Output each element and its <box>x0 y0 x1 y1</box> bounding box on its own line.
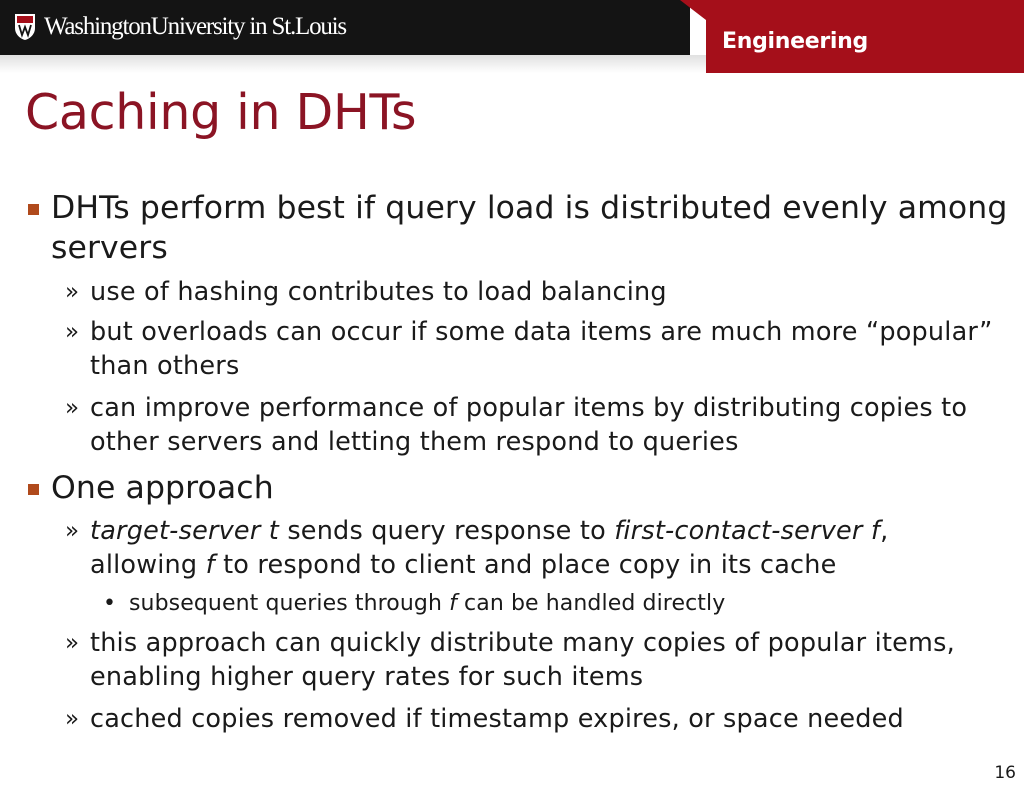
chevron-bullet-icon: » <box>65 518 80 544</box>
university-logo <box>14 13 346 41</box>
chevron-bullet-icon: » <box>65 319 80 345</box>
sub-sub-bullet-queries <box>103 589 999 619</box>
bullet-dht-load <box>51 188 1011 268</box>
sub-bullet-text: sends query response to <box>279 516 615 546</box>
slide-title: Caching in DHTs <box>25 84 417 141</box>
sub-bullet-text: to respond to client and place copy in its cache <box>214 550 837 580</box>
sub-bullet-text: , allowing <box>90 516 889 580</box>
square-bullet-icon <box>28 484 39 495</box>
sub-sub-bullet-text: can be handled directly <box>456 591 726 616</box>
italic-term: f <box>449 591 457 616</box>
italic-term: f <box>205 550 215 580</box>
sub-bullet-improve <box>65 391 1000 459</box>
sub-bullet-hashing <box>65 275 1000 309</box>
chevron-bullet-icon: » <box>65 630 80 656</box>
header-banner <box>0 0 1024 73</box>
sub-bullet-text: but overloads can occur if some data items are much more “popular” than others <box>90 317 993 381</box>
sub-bullet-distribute <box>65 626 1000 694</box>
sub-bullet-text: use of hashing contributes to load balancing <box>90 277 667 307</box>
sub-bullet-text: this approach can quickly distribute many copies of popular items, enabling higher query rates for such items <box>90 628 955 692</box>
school-name: Engineering <box>722 29 868 54</box>
dot-bullet-icon: • <box>103 591 117 616</box>
sub-sub-bullet-text: subsequent queries through <box>129 591 450 616</box>
sub-bullet-text: can improve performance of popular items by distributing copies to other servers and letting them respond to queries <box>90 393 968 457</box>
bullet-one-approach <box>51 468 1011 508</box>
square-bullet-icon <box>28 204 39 215</box>
page-number: 16 <box>994 763 1016 783</box>
italic-term: first-contact-server f <box>614 516 881 546</box>
university-name: WashingtonUniversity in St.Louis <box>44 13 346 40</box>
bullet-text: DHTs perform best if query load is distributed evenly among servers <box>51 190 1008 266</box>
header-gray-band <box>0 55 706 73</box>
sub-bullet-text: cached copies removed if timestamp expires, or space needed <box>90 704 904 734</box>
chevron-bullet-icon: » <box>65 279 80 305</box>
chevron-bullet-icon: » <box>65 706 80 732</box>
sub-bullet-overloads <box>65 315 1000 383</box>
sub-bullet-cached-copies <box>65 702 1000 736</box>
shield-crest-icon <box>14 13 36 41</box>
chevron-bullet-icon: » <box>65 395 80 421</box>
sub-bullet-target-server <box>65 514 1000 582</box>
bullet-text: One approach <box>51 470 274 506</box>
italic-term: target-server t <box>90 516 280 546</box>
